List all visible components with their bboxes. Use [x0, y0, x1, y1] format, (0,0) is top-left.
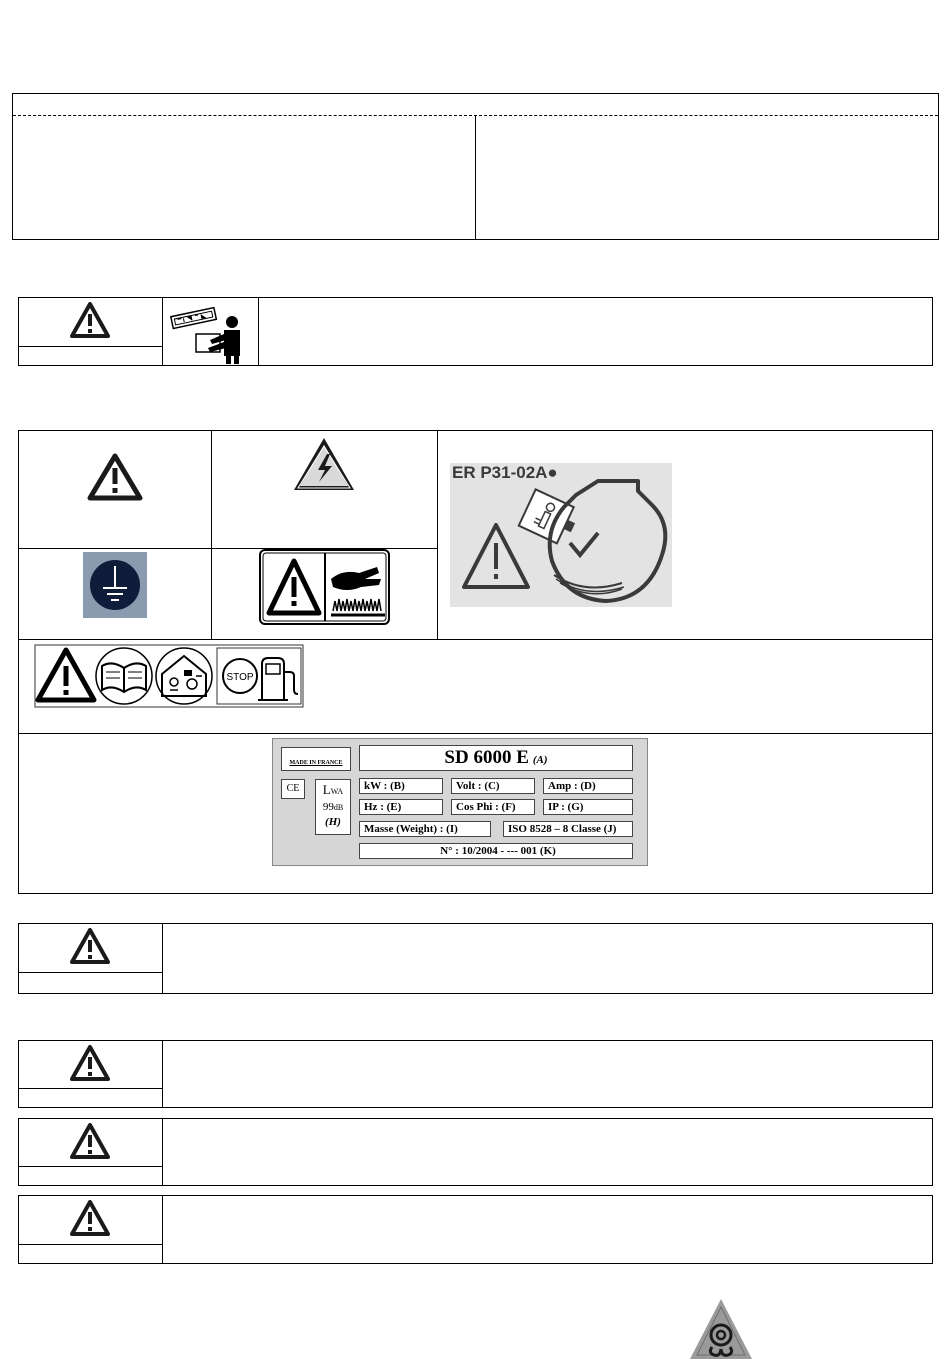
divider	[19, 1244, 162, 1245]
header-column-divider	[475, 116, 476, 239]
divider	[19, 972, 162, 973]
oil-level-icon	[450, 463, 672, 607]
warning-icon	[70, 1045, 110, 1081]
warning-icon	[70, 1200, 110, 1236]
divider	[19, 346, 162, 347]
divider	[162, 1041, 163, 1107]
serial-field: N° : 10/2004 - --- 001 (K)	[359, 843, 633, 859]
divider	[258, 298, 259, 365]
warning-block-lifting	[18, 297, 933, 366]
lwa-box	[315, 779, 351, 835]
divider	[19, 1166, 162, 1167]
model-ref: (A)	[532, 754, 548, 766]
earth-ground-icon	[83, 552, 147, 618]
volt-field: Volt : (C)	[451, 778, 535, 794]
warning-icon	[70, 928, 110, 964]
model-box	[359, 745, 633, 771]
warning-block-2	[18, 923, 933, 994]
warning-block-5	[18, 1195, 933, 1264]
divider	[211, 431, 212, 639]
lwa-ref: (H)	[325, 816, 341, 828]
iso-field: ISO 8528 – 8 Classe (J)	[503, 821, 633, 837]
lwa-value: 99	[322, 801, 334, 813]
divider	[162, 1196, 163, 1263]
hot-surface-icon	[259, 549, 390, 625]
safety-pictogram-strip	[34, 644, 304, 708]
rating-plate	[272, 738, 648, 866]
warning-icon	[87, 453, 143, 501]
warning-block-3	[18, 1040, 933, 1108]
model-name: SD 6000 E	[444, 747, 529, 768]
warning-block-4	[18, 1118, 933, 1186]
masse-field: Masse (Weight) : (I)	[359, 821, 491, 837]
cosphi-field: Cos Phi : (F)	[451, 799, 535, 815]
lifting-person-icon	[166, 300, 254, 364]
divider	[19, 639, 932, 640]
divider	[162, 1119, 163, 1185]
hz-field: Hz : (E)	[359, 799, 443, 815]
made-in-label: MADE IN FRANCE	[289, 760, 343, 766]
stop-label: STOP	[226, 672, 254, 683]
warning-icon	[70, 302, 110, 338]
lwa-unit: dB	[333, 803, 344, 812]
brand-logo-icon	[688, 1297, 754, 1361]
kw-field: kW : (B)	[359, 778, 443, 794]
lwa-l: L	[322, 782, 331, 797]
divider	[19, 1088, 162, 1089]
divider	[19, 733, 932, 734]
ce-box	[281, 779, 305, 799]
made-in-box	[281, 747, 351, 771]
sticker-reference: ER P31-02A●	[452, 463, 558, 482]
divider	[162, 924, 163, 993]
divider	[162, 298, 163, 365]
amp-field: Amp : (D)	[543, 778, 633, 794]
lwa-sub: WA	[330, 787, 344, 796]
ip-field: IP : (G)	[543, 799, 633, 815]
ce-mark: CE	[286, 783, 300, 794]
electric-hazard-icon	[292, 436, 356, 492]
warning-icon	[70, 1123, 110, 1159]
divider	[437, 431, 438, 639]
